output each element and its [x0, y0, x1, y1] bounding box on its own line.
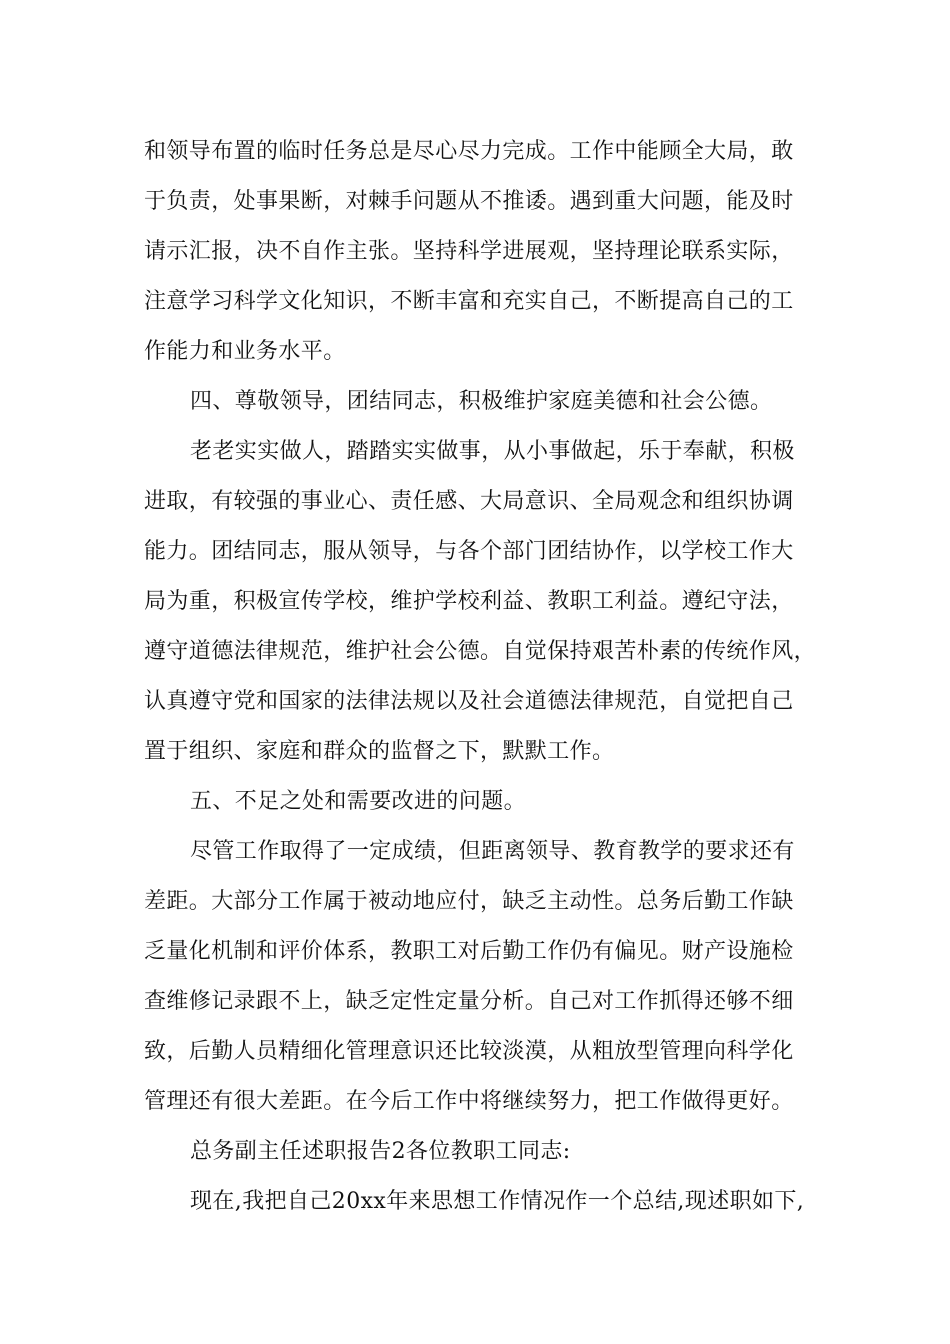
text-line: 查维修记录跟不上，缺乏定性定量分析。自己对工作抓得还够不细 — [144, 989, 794, 1014]
text-line: 注意学习科学文化知识，不断丰富和充实自己，不断提高自己的工 — [144, 289, 794, 314]
text-line: 于负责，处事果断，对棘手问题从不推诿。遇到重大问题，能及时 — [144, 189, 794, 214]
text-line: 管理还有很大差距。在今后工作中将继续努力，把工作做得更好。 — [144, 1089, 794, 1114]
report-title-line: 总务副主任述职报告2各位教职工同志: — [190, 1139, 571, 1164]
text-line: 认真遵守党和国家的法律法规以及社会道德法律规范，自觉把自己 — [144, 689, 794, 714]
text-line: 老老实实做人，踏踏实实做事，从小事做起，乐于奉献，积极 — [190, 439, 795, 464]
text-line: 请示汇报，决不自作主张。坚持科学进展观，坚持理论联系实际， — [144, 239, 794, 264]
text-line: 现在,我把自己20xx年来思想工作情况作一个总结,现述职如下, — [190, 1189, 805, 1214]
text-line: 置于组织、家庭和群众的监督之下，默默工作。 — [144, 739, 615, 764]
text-line: 能力。团结同志，服从领导，与各个部门团结协作，以学校工作大 — [144, 539, 794, 564]
text-line: 局为重，积极宣传学校，维护学校利益、教职工利益。遵纪守法， — [144, 589, 794, 614]
text-line: 尽管工作取得了一定成绩，但距离领导、教育教学的要求还有 — [190, 839, 795, 864]
section-heading: 五、不足之处和需要改进的问题。 — [190, 789, 527, 814]
text-line: 进取，有较强的事业心、责任感、大局意识、全局观念和组织协调 — [144, 489, 794, 514]
text-line: 作能力和业务水平。 — [144, 339, 346, 364]
text-line: 致，后勤人员精细化管理意识还比较淡漠，从粗放型管理向科学化 — [144, 1039, 794, 1064]
section-heading: 四、尊敬领导，团结同志，积极维护家庭美德和社会公德。 — [190, 389, 773, 414]
text-line: 遵守道德法律规范，维护社会公德。自觉保持艰苦朴素的传统作风， — [144, 639, 817, 664]
text-line: 和领导布置的临时任务总是尽心尽力完成。工作中能顾全大局，敢 — [144, 139, 794, 164]
text-line: 乏量化机制和评价体系，教职工对后勤工作仍有偏见。财产设施检 — [144, 939, 794, 964]
text-line: 差距。大部分工作属于被动地应付，缺乏主动性。总务后勤工作缺 — [144, 889, 794, 914]
